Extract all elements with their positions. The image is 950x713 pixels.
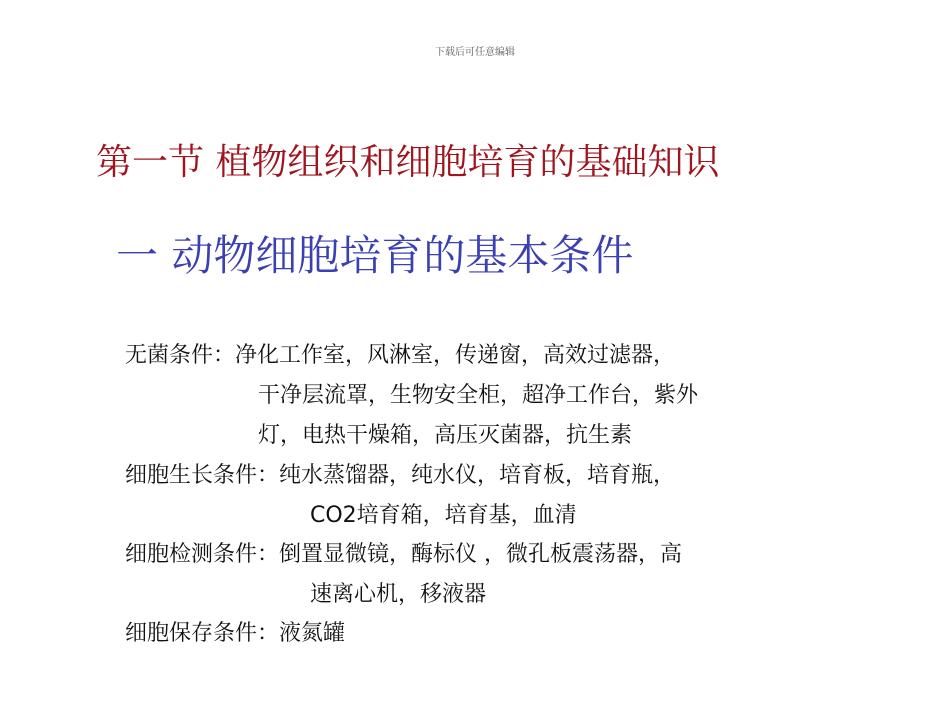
sterile-conditions-line-1: 无菌条件：净化工作室，风淋室，传递窗，高效过滤器， [125, 343, 676, 368]
growth-conditions-line-1: 细胞生长条件：纯水蒸馏器，纯水仪，培育板，培育瓶， [125, 463, 676, 488]
watermark-text: 下载后可任意编辑 [435, 47, 515, 58]
detection-conditions-line-1: 细胞检测条件：倒置显微镜，酶标仪 ，微孔板震荡器，高 [125, 542, 682, 567]
growth-conditions-line-2: CO2培育箱，培育基，血清 [310, 503, 577, 528]
detection-conditions-line-2: 速离心机，移液器 [310, 582, 487, 607]
sterile-conditions-line-2: 干净层流罩，生物安全柜，超净工作台，紫外 [258, 383, 699, 408]
subsection-heading: 一 动物细胞培育的基本条件 [116, 231, 634, 280]
section-title: 第一节 植物组织和细胞培育的基础知识 [96, 142, 720, 183]
storage-conditions-line: 细胞保存条件：液氮罐 [125, 621, 346, 646]
sterile-conditions-line-3: 灯，电热干燥箱，高压灭菌器，抗生素 [258, 423, 633, 448]
